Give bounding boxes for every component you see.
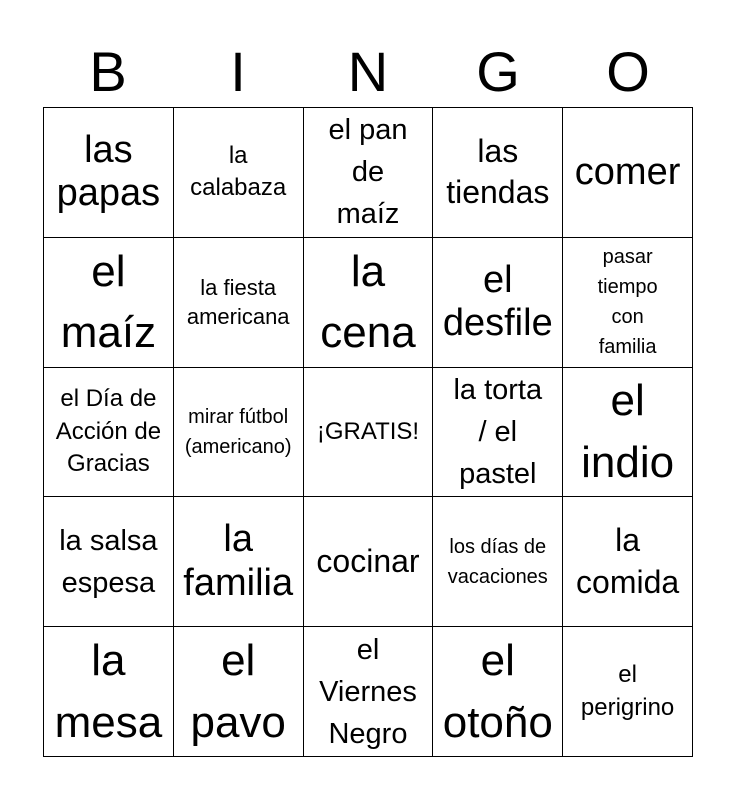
bingo-cell-r5c4 — [433, 627, 563, 757]
bingo-cell-r2c4 — [433, 238, 563, 368]
cell-text: el otoño — [442, 636, 553, 747]
bingo-cell-r2c5 — [563, 238, 693, 368]
cell-text: el desfile — [442, 258, 553, 345]
bingo-cell-r2c2 — [174, 238, 304, 368]
bingo-cell-r4c1 — [44, 497, 174, 627]
cell-text: el Día de Acción de Gracias — [55, 385, 162, 478]
header-letter-i: I — [230, 40, 246, 103]
cell-text: la familia — [183, 518, 294, 604]
cell-text: las papas — [56, 128, 161, 215]
cell-text: la cena — [320, 246, 416, 358]
cell-text: el pavo — [190, 636, 286, 747]
bingo-cell-r2c3 — [304, 238, 434, 368]
bingo-cell-r3c2 — [174, 368, 304, 498]
bingo-cell-r1c5 — [563, 108, 693, 238]
cell-text: la fiesta americana — [186, 274, 290, 330]
bingo-cell-r1c3 — [304, 108, 434, 238]
cell-text: la mesa — [54, 636, 163, 747]
header-letter-b: B — [89, 40, 127, 103]
bingo-cell-r3c5 — [563, 368, 693, 498]
bingo-cell-r1c1 — [44, 108, 174, 238]
bingo-cell-r5c3 — [304, 627, 434, 757]
cell-text: los días de vacaciones — [447, 535, 548, 588]
cell-text: el Viernes Negro — [319, 633, 417, 750]
cell-text: la comida — [576, 522, 680, 600]
bingo-cell-r5c1 — [44, 627, 174, 757]
cell-text: el perigrino — [580, 661, 675, 721]
cell-text: las tiendas — [446, 132, 550, 211]
bingo-cell-r5c2 — [174, 627, 304, 757]
bingo-cell-r4c2 — [174, 497, 304, 627]
bingo-cell-r3c1 — [44, 368, 174, 498]
free-space-cell — [304, 368, 434, 498]
cell-text: comer — [574, 150, 681, 193]
bingo-cell-r4c4 — [433, 497, 563, 627]
cell-text: el indio — [581, 376, 675, 487]
bingo-card-grid — [43, 107, 693, 757]
cell-text: la calabaza — [190, 142, 287, 202]
header-letter-o: O — [606, 40, 650, 103]
bingo-cell-r4c5 — [563, 497, 693, 627]
free-space-label: ¡GRATIS! — [316, 417, 420, 445]
cell-text: la salsa espesa — [59, 524, 158, 599]
cell-text: pasar tiempo con familia — [597, 246, 658, 359]
bingo-cell-r3c4 — [433, 368, 563, 498]
bingo-cell-r1c4 — [433, 108, 563, 238]
bingo-cell-r1c2 — [174, 108, 304, 238]
bingo-cell-r2c1 — [44, 238, 174, 368]
bingo-header — [43, 38, 693, 106]
bingo-cell-r4c3 — [304, 497, 434, 627]
cell-text: cocinar — [316, 542, 420, 579]
bingo-cell-r5c5 — [563, 627, 693, 757]
header-letter-g: G — [476, 40, 520, 103]
cell-text: el pan de maíz — [328, 114, 408, 231]
cell-text: el maíz — [60, 246, 157, 358]
header-letter-n: N — [347, 40, 389, 103]
cell-text: mirar fútbol (americano) — [184, 405, 292, 458]
cell-text: la torta / el pastel — [453, 373, 543, 491]
